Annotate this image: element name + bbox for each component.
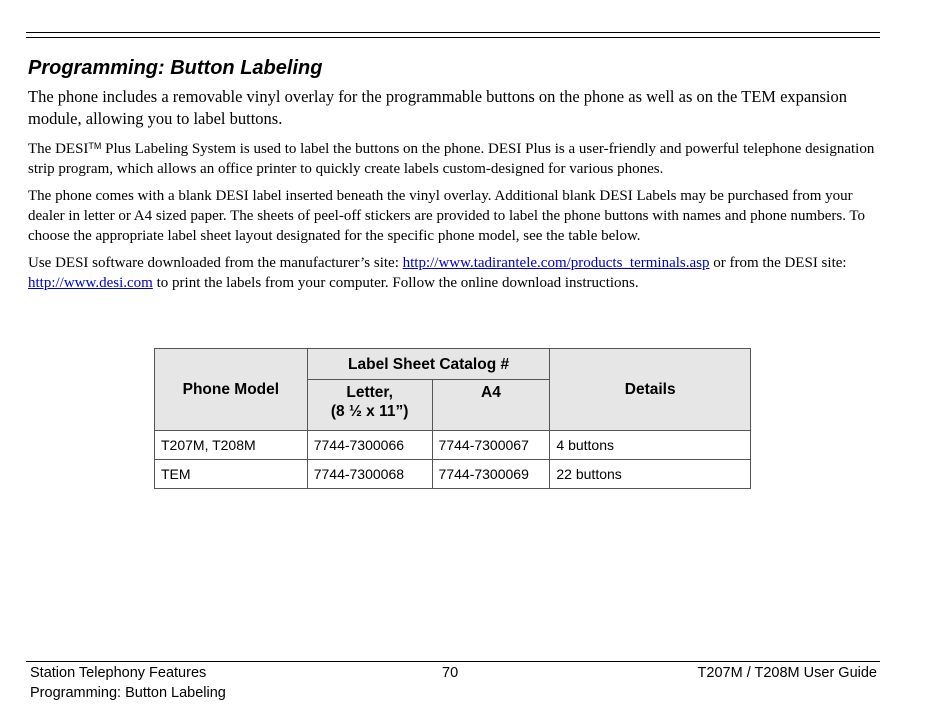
footer-guide-title: T207M / T208M User Guide (697, 665, 877, 681)
header-label-sheet-catalog: Label Sheet Catalog # (307, 349, 550, 380)
cell-details: 4 buttons (550, 431, 751, 460)
download-text-a: Use DESI software downloaded from the manufacturer’s site: (28, 255, 403, 271)
page-number: 70 (442, 665, 459, 681)
footer-left (30, 663, 226, 703)
download-text-b: or from the DESI site: (709, 255, 847, 271)
header-letter-line1: Letter, (346, 384, 393, 401)
paragraph-blank-label: The phone comes with a blank DESI label inserted beneath the vinyl overlay. Additional blank DESI Labels may be purchased from your dealer in letter or A4 sized paper. The sheets of peel-off stickers are provided to label the phone buttons with names and phone numbers. To choose the appropriate label sheet layout designated for the specific phone model, see the table below. (28, 188, 866, 244)
tadirantele-link[interactable]: http://www.tadirantele.com/products_terminals.asp (402, 255, 710, 271)
paragraph-download (28, 253, 880, 293)
footer-section: Station Telephony Features (30, 665, 207, 681)
cell-model: TEM (155, 460, 308, 489)
label-sheet-table (154, 348, 751, 489)
header-rule-bottom (26, 37, 880, 38)
section-title: Programming: Button Labeling (28, 57, 323, 79)
cell-a4: 7744-7300067 (432, 431, 550, 460)
cell-details: 22 buttons (550, 460, 751, 489)
footer-subsection: Programming: Button Labeling (30, 685, 226, 701)
desi-text: The DESI (28, 141, 89, 157)
table-row (155, 460, 751, 489)
download-text-c: to print the labels from your computer. Follow the online download instructions. (152, 275, 639, 291)
header-letter (307, 380, 432, 431)
paragraph-overlay: The phone includes a removable vinyl overlay for the programmable buttons on the phone as well as on the TEM expansion module, allowing you to label buttons. (28, 87, 847, 128)
desi-link[interactable]: http://www.desi.com (28, 275, 153, 291)
cell-model: T207M, T208M (155, 431, 308, 460)
header-details: Details (550, 349, 751, 431)
header-rule-top (26, 32, 880, 33)
body-text (28, 86, 880, 300)
header-letter-line2: (8 ½ x 11”) (330, 403, 409, 420)
cell-a4: 7744-7300069 (432, 460, 550, 489)
trademark-mark: TM (88, 141, 102, 151)
footer-rule (26, 661, 880, 662)
table-row (155, 431, 751, 460)
cell-letter: 7744-7300066 (307, 431, 432, 460)
desi-plus-text: Plus Labeling System is used to label the buttons on the phone. DESI Plus is a user-friendly and powerful telephone designation strip program, which allows an office printer to quickly create labels custom-designed for various phones. (28, 141, 875, 177)
cell-letter: 7744-7300068 (307, 460, 432, 489)
paragraph-desi-plus (28, 136, 880, 179)
header-a4: A4 (432, 380, 550, 431)
header-phone-model: Phone Model (155, 349, 308, 431)
